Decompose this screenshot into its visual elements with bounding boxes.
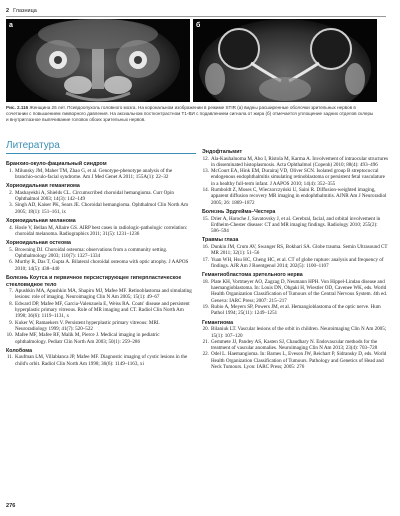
reference-item: [6, 225, 192, 238]
reference-item: [202, 244, 388, 257]
reference-text: Milunsky JM, Maher TM, Zhao G, et al. Genotype-phenotype analysis of the branchio-oculo-facial syndrome. Am J Med Genet A 2011; 155A(1): 22–32: [15, 167, 173, 180]
reference-text: McCourt EA, Hink EM, Durairaj VD, Oliver SCN. Isolated group B streptococcal endogenous endophthalmitis simulating retinoblastoma or persistent fetal vasculature in a healthy full-term infant. J AAPOS 2010; 14(4): 352–355: [211, 168, 385, 187]
section-title-underline: [6, 153, 196, 154]
reference-number: 12.: [202, 155, 209, 162]
reference-item: [6, 332, 192, 345]
reference-section-heading: Эндофтальмит: [202, 149, 243, 155]
reference-item: [202, 156, 388, 169]
chapter-number: 2: [6, 7, 10, 14]
mri-coronal-stir-image: [6, 19, 190, 102]
reference-item: [202, 257, 388, 270]
reference-number: 9.: [9, 319, 13, 326]
reference-section-heading: Болезнь Эрдгейма–Честера: [202, 208, 276, 215]
reference-number: 5.: [9, 246, 13, 253]
references-right-column: [202, 146, 388, 370]
references-left-column: [6, 158, 192, 367]
reference-text: Kuker W, Ramaekers V. Persistent hyperplastic primary vitreous: MRI. Neuroradiology 1999; 41(7): 520–522: [15, 319, 160, 332]
reference-number: 18.: [202, 278, 209, 285]
reference-number: 20.: [202, 326, 209, 333]
reference-item: [202, 168, 388, 187]
reference-item: [202, 216, 388, 235]
section-title-literature: Литература: [6, 140, 60, 151]
reference-item: [6, 168, 192, 181]
reference-text: Dunkin JM, Crum AV, Swanger RS, Bokhari SA. Globe trauma. Semin Ultrasound CT MR 2011; 32(1): 51–56: [211, 244, 388, 257]
reference-section-heading: Гемангиобластома зрительного нерва: [202, 272, 303, 279]
reference-item: [6, 247, 192, 260]
header-rule: [6, 16, 386, 17]
reference-number: 16.: [202, 244, 209, 251]
reference-number: 13.: [202, 168, 209, 175]
figure-caption: [6, 105, 377, 123]
reference-text: Mafee MF, Mafee RF, Malik M, Pierce J. Medical imaging in pediatric ophthalmology. Pediatr Clin North Am 2003; 50(1): 259–286: [15, 332, 160, 345]
reference-item: [6, 320, 192, 333]
panel-label-a: a: [9, 22, 13, 29]
reference-item: [6, 202, 192, 215]
reference-item: [6, 288, 192, 301]
reference-item: [6, 354, 192, 367]
panel-label-b: б: [196, 22, 201, 29]
reference-number: 11.: [6, 354, 13, 361]
reference-text: Bilaniuk LT. Vascular lesions of the orbit in children. Neuroimaging Clin N Am 2005; 15(1): 107–120: [211, 326, 387, 339]
reference-number: 10.: [6, 332, 13, 339]
reference-item: [6, 190, 192, 203]
reference-section-heading: Бранхио-окуло-фациальный синдром: [6, 161, 107, 167]
reference-number: 7.: [9, 288, 13, 295]
reference-text: Plate KH, Vortmeyer AO, Zagzag D, Neumann HPH. Von Hippel-Lindau disease and haemangioblastoma. In: Louis DN, Ohgaki H, Wiestler OD, Cavenee WK, eds. World Health Organization Classification of Tumours of the Central Nervous System. 4th ed. Geneva: IARC Press; 2007: 215–217: [211, 278, 388, 304]
running-header: [6, 5, 37, 16]
reference-number: 6.: [9, 259, 13, 266]
reference-section-heading: Хориоидальная меланома: [6, 217, 76, 224]
reference-number: 17.: [202, 256, 209, 263]
reference-text: Apushkin MA, Apushkin MA, Shapiro MJ, Mafee MF. Retinoblastoma and simulating lesions: role of imaging. Neuroimaging Clin N Am 2005; 15(1): 49–67: [15, 288, 192, 301]
reference-section-heading: Хориоидальная остеома: [6, 240, 71, 247]
reference-text: Rumboldt Z, Moses C, Wieczorczyński U, Saini R. Diffusion-weighted imaging, apparent diffusion recovery MR imaging in endophthalmitis. AJNR Am J Neuroradiol 2005; 26: 1869–1872: [211, 187, 387, 206]
reference-number: 3.: [9, 202, 13, 209]
reference-section-heading: Хориоидальная гемангиома: [6, 183, 80, 190]
reference-number: 19.: [202, 304, 209, 311]
reference-text: Murthy R, Das T, Gupta A. Bilateral choroidal osteoma with optic atrophy. J AAPOS 2010; 14(5): 438–440: [15, 259, 189, 272]
page-number: 276: [6, 503, 16, 509]
reference-item: [202, 351, 388, 370]
reference-number: 8.: [9, 300, 13, 307]
reference-text: Kaufman LM, Villablanca JP, Mafee MF. Diagnostic imaging of cystic lesions in the child's orbit. Radiol Clin North Am 1998; 36(6): 1149–1163, xi: [15, 354, 188, 367]
reference-number: 15.: [202, 215, 209, 222]
reference-item: [6, 301, 192, 320]
reference-number: 2.: [9, 189, 13, 196]
reference-text: Gemmete JJ, Pandey AS, Kasten SJ, Chaudhary N. Endovascular methods for the treatment of vascular anomalies. Neuroimaging Clin N Am 2013; 23(4): 703–728: [211, 338, 378, 352]
reference-number: 4.: [9, 224, 13, 231]
reference-text: Edward DP, Mafee MF, Garcia-Valenzuela E, Weiss RA. Coats' disease and persistent hyperplastic primary vitreous. Role of MR imaging and CT. Radiol Clin North Am 1998; 36(6): 1119–1131, x: [15, 300, 190, 320]
reference-item: [202, 304, 388, 317]
mri-axial-t1-image: [193, 19, 377, 102]
reference-item: [202, 279, 388, 304]
reference-text: Browning DJ. Choroidal osteoma: observations from a community setting. Ophthalmology 2003; 110(7): 1327–1334: [15, 246, 168, 260]
reference-item: [202, 326, 388, 339]
reference-number: 14.: [202, 187, 209, 194]
reference-text: Odel L. Haemangioma. In: Barnes L, Eveson JW, Reichart P, Sidransky D, eds. World Health Organization Classification of Tumours. Pathology and Genetics of Head and Neck Tumours. Lyon: IARC Press; 2005: 276: [211, 351, 387, 370]
reference-text: Rubio A, Meyers SP, Powers JM, et al. Hemangioblastoma of the optic nerve. Hum Pathol 1994; 25(11): 1249–1251: [211, 304, 381, 317]
caption-label: Рис. 2.116: [6, 105, 29, 110]
reference-section-heading: Болезнь Коутса и первичное персистирующее гиперпластическое стекловидное тело: [6, 274, 182, 288]
reference-text: Hosle V, Bellan M, Allaire GS. AIRP best cases in radiologic-pathologic correlation: choroidal melanoma. Radiographics 2011; 31(5): 1231–1236: [15, 224, 188, 237]
reference-text: Singh AD, Kaiser PK, Sears JE. Choroidal hemangioma. Ophthalmol Clin North Am 2005; 18(1): 151–161, ix: [15, 202, 189, 215]
reference-text: Ala-Kauhaluoma M, Aho I, Ristola M, Karma A. Involvement of intraocular structures in disseminated histoplasmosis. Acta Ophthalmol (Copenh) 2010; 88(4): 493–496: [211, 155, 388, 168]
reference-section-heading: Колобома: [6, 347, 33, 354]
reference-text: Mashayekhi A, Shields CL. Circumscribed choroidal hemangioma. Curr Opin Ophthalmol 2003; 14(3): 142–149: [15, 189, 174, 203]
reference-text: Drier A, Haroche J, Savatovsky J, et al. Cerebral, facial, and orbital involvement in Erdheim-Chester disease: CT and MR imaging findings. Radiology 2010; 255(2): 586–594: [211, 215, 381, 235]
figure-2-116: [6, 19, 377, 102]
reference-item: [202, 339, 388, 352]
reference-section-heading: Травмы глаза: [202, 237, 239, 244]
caption-text: Женщина 26 лет. Псевдоопухоль головного мозга. На корональном изображении в режиме STIR (а) видны расширенные оболочки зрительных нервов в сочетании с повышением ликворного давления. На аксиальном постконтрастном Т1-ВИ с подавлением сигнала от жира (б) отмечается уплощение задних отделов склеры и внутриглазное выпячивание головок обоих зрительных нервов.: [6, 105, 374, 122]
reference-number: 1.: [9, 167, 13, 174]
reference-item: [202, 187, 388, 206]
reference-number: 22.: [202, 351, 209, 358]
reference-text: Yuan WH, Hsu HC, Cheng HC, et al. CT of globe rupture: analysis and frequency of findings. AJR Am J Roentgenol 2014; 202(5): 1100–1107: [211, 256, 384, 269]
reference-item: [6, 259, 192, 272]
chapter-title: Глазница: [13, 7, 37, 14]
reference-section-heading: Гемангиома: [202, 319, 234, 326]
reference-number: 21.: [202, 338, 209, 345]
